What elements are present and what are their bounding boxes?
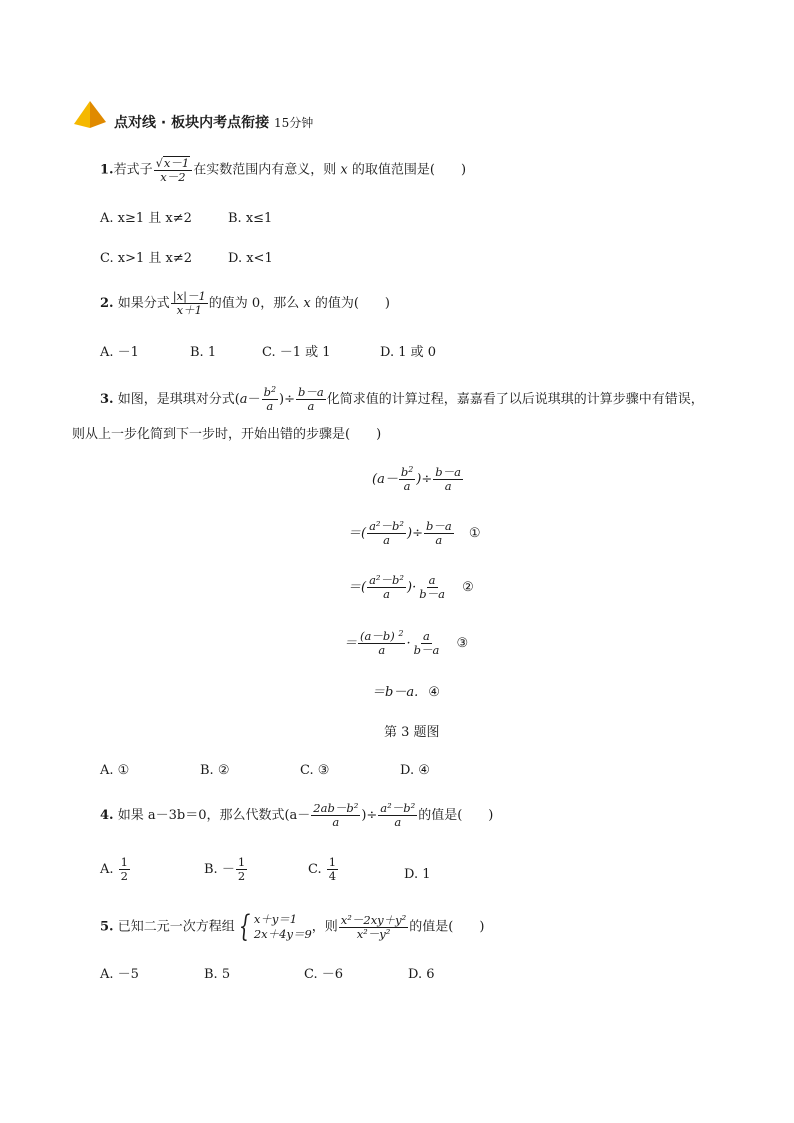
section-title: 点对线 · 板块内考点衔接 — [114, 115, 270, 131]
q3-step-4: ＝b－a. ④ — [372, 685, 440, 700]
q2-fraction: $\frac{|x|-1}{x+1}$ — [172, 289, 206, 317]
q3-caption: 第 3 题图 — [384, 725, 440, 740]
q1-option-d[interactable]: D. x<1 — [228, 251, 273, 266]
q3-step-1: ＝( $\frac{\text{a²－b²}}{a}$ )÷ $\frac{b-a}{a}$ ① — [348, 519, 481, 547]
question-5: 5. 已知二元一次方程组 { x＋y＝1 2x＋4y＝9 ，则 $\frac{\text{x²－2xy＋y²}}{\text{x²－y²}}$ 的值是( ) — [100, 909, 485, 944]
q5-equation-system: { x＋y＝1 2x＋4y＝9 — [238, 909, 312, 944]
q2-option-a[interactable]: A. －1 — [100, 345, 139, 360]
question-4: 4. 如果 a－3b＝0，那么代数式(a－ $\frac{\text{2ab－b²}}{a}$ )÷ $\frac{\text{a²－b²}}{a}$ 的值是( ) — [100, 801, 494, 829]
q2-option-b[interactable]: B. 1 — [190, 345, 217, 360]
q4-option-c[interactable]: C. $\frac{1}{4}$ — [308, 855, 337, 883]
pyramid-icon — [72, 100, 108, 130]
question-3: 3. 如图，是琪琪对分式(a－ $\frac{b^2}{a}$ )÷ $\frac{b-a}{a}$ 化简求值的计算过程，嘉嘉看了以后说琪琪的计算步骤中有错误， — [100, 385, 704, 413]
question-1: 1.若式子 √ x－1 x－2 在实数范围内有意义，则 x 的取值范围是( ) — [100, 156, 467, 184]
q2-option-d[interactable]: D. 1 或 0 — [380, 345, 437, 360]
section-time: 15分钟 — [273, 116, 314, 130]
q3-option-b[interactable]: B. ② — [200, 763, 230, 778]
q3-option-c[interactable]: C. ③ — [300, 763, 330, 778]
q4-option-d[interactable]: D. 1 — [404, 867, 431, 882]
q3-option-a[interactable]: A. ① — [100, 763, 130, 778]
question-2: 2. 如果分式 $\frac{|x|-1}{x+1}$ 的值为 0，那么 x 的值为( ) — [100, 289, 390, 317]
q3-step-0: (a－ $\frac{b^2}{a}$ )÷ $\frac{b-a}{a}$ — [372, 465, 461, 493]
q3-step-3: ＝ $\frac{(a-b) ^2}{a}$ · $\frac{a}{b-a}$ ③ — [344, 629, 469, 657]
q2-option-c[interactable]: C. －1 或 1 — [262, 345, 331, 360]
q5-option-c[interactable]: C. －6 — [304, 967, 344, 982]
q3-line2: 则从上一步化简到下一步时，开始出错的步骤是( ) — [72, 427, 382, 442]
q1-option-b[interactable]: B. x≤1 — [228, 211, 273, 226]
q4-option-a[interactable]: A. $\frac{1}{2}$ — [100, 855, 128, 883]
q1-option-a[interactable]: A. x≥1 且 x≠2 — [100, 211, 192, 226]
q1-option-c[interactable]: C. x>1 且 x≠2 — [100, 251, 193, 266]
q5-option-a[interactable]: A. －5 — [100, 967, 139, 982]
q3-option-d[interactable]: D. ④ — [400, 763, 430, 778]
q1-fraction: √ x－1 x－2 — [154, 156, 193, 184]
q5-option-b[interactable]: B. 5 — [204, 967, 231, 982]
q4-option-b[interactable]: B. － $\frac{1}{2}$ — [204, 855, 246, 883]
q5-option-d[interactable]: D. 6 — [408, 967, 435, 982]
q3-step-2: ＝( $\frac{\text{a²－b²}}{a}$ )· $\frac{a}{b-a}$ ② — [348, 573, 474, 601]
